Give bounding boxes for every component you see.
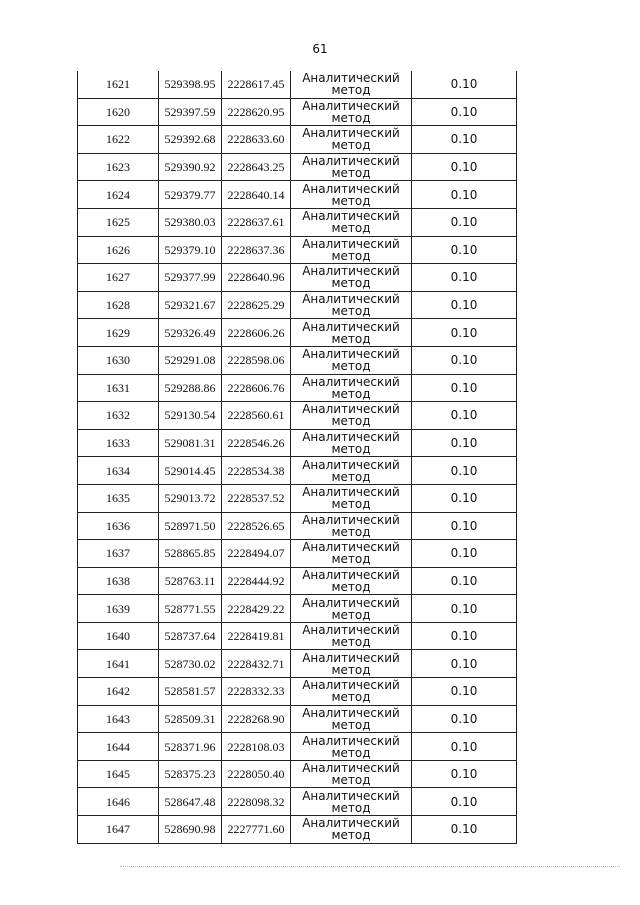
method-line-1: Аналитический — [302, 292, 400, 307]
point-id-cell: 1622 — [78, 126, 159, 154]
x-coordinate-cell: 529130.54 — [159, 402, 222, 430]
table-row — [78, 760, 517, 788]
x-coordinate-cell: 528509.31 — [159, 705, 222, 733]
method-cell — [291, 153, 412, 181]
method-line-2: метод — [331, 579, 371, 594]
method-line-2: метод — [331, 690, 371, 705]
method-line-1: Аналитический — [302, 595, 400, 610]
table-row — [78, 650, 517, 678]
method-line-2: метод — [331, 248, 371, 263]
table-row — [78, 236, 517, 264]
method-line-2: метод — [331, 552, 371, 567]
x-coordinate-cell: 528371.96 — [159, 733, 222, 761]
accuracy-cell: 0.10 — [412, 816, 517, 844]
point-id-cell: 1628 — [78, 291, 159, 319]
point-id-cell: 1620 — [78, 98, 159, 126]
accuracy-cell: 0.10 — [412, 264, 517, 292]
x-coordinate-cell: 529321.67 — [159, 291, 222, 319]
x-coordinate-cell: 528763.11 — [159, 567, 222, 595]
y-coordinate-cell: 2228537.52 — [222, 484, 291, 512]
point-id-cell: 1642 — [78, 678, 159, 706]
point-id-cell: 1646 — [78, 788, 159, 816]
table-row — [78, 429, 517, 457]
accuracy-cell: 0.10 — [412, 760, 517, 788]
x-coordinate-cell: 529014.45 — [159, 457, 222, 485]
method-line-1: Аналитический — [302, 71, 400, 86]
table-row — [78, 319, 517, 347]
method-line-1: Аналитический — [302, 181, 400, 196]
accuracy-cell: 0.10 — [412, 346, 517, 374]
method-line-1: Аналитический — [302, 154, 400, 169]
method-line-1: Аналитический — [302, 705, 400, 720]
accuracy-cell: 0.10 — [412, 567, 517, 595]
table-row — [78, 264, 517, 292]
method-line-2: метод — [331, 469, 371, 484]
method-line-2: метод — [331, 607, 371, 622]
table-row — [78, 346, 517, 374]
method-cell — [291, 319, 412, 347]
table-row — [78, 457, 517, 485]
method-line-1: Аналитический — [302, 540, 400, 555]
method-cell — [291, 816, 412, 844]
y-coordinate-cell: 2228625.29 — [222, 291, 291, 319]
y-coordinate-cell: 2228617.45 — [222, 71, 291, 98]
accuracy-cell: 0.10 — [412, 208, 517, 236]
accuracy-cell: 0.10 — [412, 733, 517, 761]
method-line-1: Аналитический — [302, 98, 400, 113]
method-line-1: Аналитический — [302, 236, 400, 251]
method-cell — [291, 429, 412, 457]
y-coordinate-cell: 2228494.07 — [222, 540, 291, 568]
page-number: 61 — [312, 42, 328, 56]
method-line-2: метод — [331, 828, 371, 843]
method-line-2: метод — [331, 800, 371, 815]
point-id-cell: 1635 — [78, 484, 159, 512]
method-cell — [291, 126, 412, 154]
y-coordinate-cell: 2228643.25 — [222, 153, 291, 181]
point-id-cell: 1640 — [78, 622, 159, 650]
method-line-1: Аналитический — [302, 264, 400, 279]
x-coordinate-cell: 529379.10 — [159, 236, 222, 264]
point-id-cell: 1636 — [78, 512, 159, 540]
x-coordinate-cell: 529397.59 — [159, 98, 222, 126]
y-coordinate-cell: 2228432.71 — [222, 650, 291, 678]
accuracy-cell: 0.10 — [412, 126, 517, 154]
method-line-1: Аналитический — [302, 761, 400, 776]
y-coordinate-cell: 2228534.38 — [222, 457, 291, 485]
y-coordinate-cell: 2228637.61 — [222, 208, 291, 236]
table-row — [78, 540, 517, 568]
accuracy-cell: 0.10 — [412, 181, 517, 209]
x-coordinate-cell: 529379.77 — [159, 181, 222, 209]
method-cell — [291, 595, 412, 623]
point-id-cell: 1638 — [78, 567, 159, 595]
point-id-cell: 1623 — [78, 153, 159, 181]
method-cell — [291, 346, 412, 374]
method-line-1: Аналитический — [302, 567, 400, 582]
accuracy-cell: 0.10 — [412, 678, 517, 706]
x-coordinate-cell: 528865.85 — [159, 540, 222, 568]
method-line-2: метод — [331, 414, 371, 429]
method-line-1: Аналитический — [302, 816, 400, 831]
method-cell — [291, 705, 412, 733]
table-row — [78, 208, 517, 236]
coordinates-table — [77, 71, 517, 844]
method-cell — [291, 484, 412, 512]
x-coordinate-cell: 528647.48 — [159, 788, 222, 816]
point-id-cell: 1634 — [78, 457, 159, 485]
point-id-cell: 1624 — [78, 181, 159, 209]
method-line-2: метод — [331, 221, 371, 236]
y-coordinate-cell: 2228640.14 — [222, 181, 291, 209]
table-row — [78, 153, 517, 181]
y-coordinate-cell: 2228606.76 — [222, 374, 291, 402]
x-coordinate-cell: 528375.23 — [159, 760, 222, 788]
table-row — [78, 788, 517, 816]
coordinates-table-body — [78, 71, 517, 843]
table-row — [78, 705, 517, 733]
y-coordinate-cell: 2228419.81 — [222, 622, 291, 650]
y-coordinate-cell: 2228444.92 — [222, 567, 291, 595]
accuracy-cell: 0.10 — [412, 650, 517, 678]
accuracy-cell: 0.10 — [412, 705, 517, 733]
point-id-cell: 1641 — [78, 650, 159, 678]
x-coordinate-cell: 529377.99 — [159, 264, 222, 292]
table-row — [78, 126, 517, 154]
method-line-2: метод — [331, 497, 371, 512]
method-cell — [291, 264, 412, 292]
method-line-1: Аналитический — [302, 650, 400, 665]
accuracy-cell: 0.10 — [412, 374, 517, 402]
x-coordinate-cell: 529326.49 — [159, 319, 222, 347]
method-cell — [291, 788, 412, 816]
table-row — [78, 622, 517, 650]
point-id-cell: 1631 — [78, 374, 159, 402]
method-cell — [291, 181, 412, 209]
table-row — [78, 816, 517, 844]
table-row — [78, 71, 517, 98]
method-cell — [291, 540, 412, 568]
table-row — [78, 291, 517, 319]
x-coordinate-cell: 528690.98 — [159, 816, 222, 844]
method-line-2: метод — [331, 166, 371, 181]
point-id-cell: 1629 — [78, 319, 159, 347]
table-row — [78, 402, 517, 430]
x-coordinate-cell: 528971.50 — [159, 512, 222, 540]
method-cell — [291, 208, 412, 236]
x-coordinate-cell: 529013.72 — [159, 484, 222, 512]
y-coordinate-cell: 2228560.61 — [222, 402, 291, 430]
y-coordinate-cell: 2228050.40 — [222, 760, 291, 788]
method-cell — [291, 733, 412, 761]
point-id-cell: 1627 — [78, 264, 159, 292]
method-line-2: метод — [331, 331, 371, 346]
x-coordinate-cell: 529288.86 — [159, 374, 222, 402]
method-cell — [291, 567, 412, 595]
accuracy-cell: 0.10 — [412, 788, 517, 816]
x-coordinate-cell: 529380.03 — [159, 208, 222, 236]
method-cell — [291, 678, 412, 706]
method-line-1: Аналитический — [302, 512, 400, 527]
table-row — [78, 181, 517, 209]
method-line-1: Аналитический — [302, 126, 400, 141]
method-line-1: Аналитический — [302, 457, 400, 472]
y-coordinate-cell: 2228633.60 — [222, 126, 291, 154]
y-coordinate-cell: 2228098.32 — [222, 788, 291, 816]
accuracy-cell: 0.10 — [412, 236, 517, 264]
x-coordinate-cell: 528771.55 — [159, 595, 222, 623]
x-coordinate-cell: 529390.92 — [159, 153, 222, 181]
accuracy-cell: 0.10 — [412, 98, 517, 126]
table-row — [78, 678, 517, 706]
method-cell — [291, 98, 412, 126]
point-id-cell: 1633 — [78, 429, 159, 457]
method-line-2: метод — [331, 193, 371, 208]
method-cell — [291, 71, 412, 98]
method-line-2: метод — [331, 304, 371, 319]
method-line-1: Аналитический — [302, 209, 400, 224]
point-id-cell: 1632 — [78, 402, 159, 430]
y-coordinate-cell: 2228429.22 — [222, 595, 291, 623]
y-coordinate-cell: 2228332.33 — [222, 678, 291, 706]
method-cell — [291, 291, 412, 319]
accuracy-cell: 0.10 — [412, 71, 517, 98]
y-coordinate-cell: 2228108.03 — [222, 733, 291, 761]
accuracy-cell: 0.10 — [412, 319, 517, 347]
accuracy-cell: 0.10 — [412, 512, 517, 540]
table-row — [78, 595, 517, 623]
point-id-cell: 1626 — [78, 236, 159, 264]
method-cell — [291, 402, 412, 430]
table-row — [78, 98, 517, 126]
y-coordinate-cell: 2227771.60 — [222, 816, 291, 844]
method-line-1: Аналитический — [302, 347, 400, 362]
method-cell — [291, 760, 412, 788]
method-line-2: метод — [331, 386, 371, 401]
method-line-2: метод — [331, 83, 371, 98]
point-id-cell: 1639 — [78, 595, 159, 623]
y-coordinate-cell: 2228546.26 — [222, 429, 291, 457]
accuracy-cell: 0.10 — [412, 153, 517, 181]
method-line-1: Аналитический — [302, 402, 400, 417]
table-row — [78, 374, 517, 402]
method-cell — [291, 650, 412, 678]
point-id-cell: 1645 — [78, 760, 159, 788]
point-id-cell: 1637 — [78, 540, 159, 568]
accuracy-cell: 0.10 — [412, 484, 517, 512]
y-coordinate-cell: 2228268.90 — [222, 705, 291, 733]
method-line-1: Аналитический — [302, 678, 400, 693]
method-line-2: метод — [331, 110, 371, 125]
method-line-2: метод — [331, 442, 371, 457]
y-coordinate-cell: 2228598.06 — [222, 346, 291, 374]
x-coordinate-cell: 528730.02 — [159, 650, 222, 678]
method-line-2: метод — [331, 745, 371, 760]
y-coordinate-cell: 2228620.95 — [222, 98, 291, 126]
accuracy-cell: 0.10 — [412, 402, 517, 430]
y-coordinate-cell: 2228637.36 — [222, 236, 291, 264]
method-cell — [291, 374, 412, 402]
method-line-2: метод — [331, 359, 371, 374]
point-id-cell: 1647 — [78, 816, 159, 844]
method-line-2: метод — [331, 773, 371, 788]
y-coordinate-cell: 2228526.65 — [222, 512, 291, 540]
point-id-cell: 1644 — [78, 733, 159, 761]
accuracy-cell: 0.10 — [412, 429, 517, 457]
x-coordinate-cell: 528737.64 — [159, 622, 222, 650]
point-id-cell: 1625 — [78, 208, 159, 236]
x-coordinate-cell: 529392.68 — [159, 126, 222, 154]
point-id-cell: 1630 — [78, 346, 159, 374]
table-row — [78, 484, 517, 512]
x-coordinate-cell: 529291.08 — [159, 346, 222, 374]
method-line-2: метод — [331, 138, 371, 153]
y-coordinate-cell: 2228606.26 — [222, 319, 291, 347]
method-cell — [291, 236, 412, 264]
point-id-cell: 1621 — [78, 71, 159, 98]
method-line-2: метод — [331, 662, 371, 677]
method-line-2: метод — [331, 635, 371, 650]
table-row — [78, 733, 517, 761]
point-id-cell: 1643 — [78, 705, 159, 733]
table-row — [78, 567, 517, 595]
scan-artifact-line — [120, 866, 620, 868]
method-cell — [291, 622, 412, 650]
method-line-1: Аналитический — [302, 788, 400, 803]
method-line-1: Аналитический — [302, 485, 400, 500]
accuracy-cell: 0.10 — [412, 540, 517, 568]
method-cell — [291, 512, 412, 540]
accuracy-cell: 0.10 — [412, 595, 517, 623]
method-line-1: Аналитический — [302, 623, 400, 638]
x-coordinate-cell: 528581.57 — [159, 678, 222, 706]
accuracy-cell: 0.10 — [412, 457, 517, 485]
method-cell — [291, 457, 412, 485]
method-line-1: Аналитический — [302, 430, 400, 445]
method-line-1: Аналитический — [302, 733, 400, 748]
method-line-2: метод — [331, 717, 371, 732]
x-coordinate-cell: 529081.31 — [159, 429, 222, 457]
table-row — [78, 512, 517, 540]
x-coordinate-cell: 529398.95 — [159, 71, 222, 98]
method-line-2: метод — [331, 524, 371, 539]
method-line-2: метод — [331, 276, 371, 291]
accuracy-cell: 0.10 — [412, 622, 517, 650]
method-line-1: Аналитический — [302, 319, 400, 334]
method-line-1: Аналитический — [302, 374, 400, 389]
accuracy-cell: 0.10 — [412, 291, 517, 319]
y-coordinate-cell: 2228640.96 — [222, 264, 291, 292]
